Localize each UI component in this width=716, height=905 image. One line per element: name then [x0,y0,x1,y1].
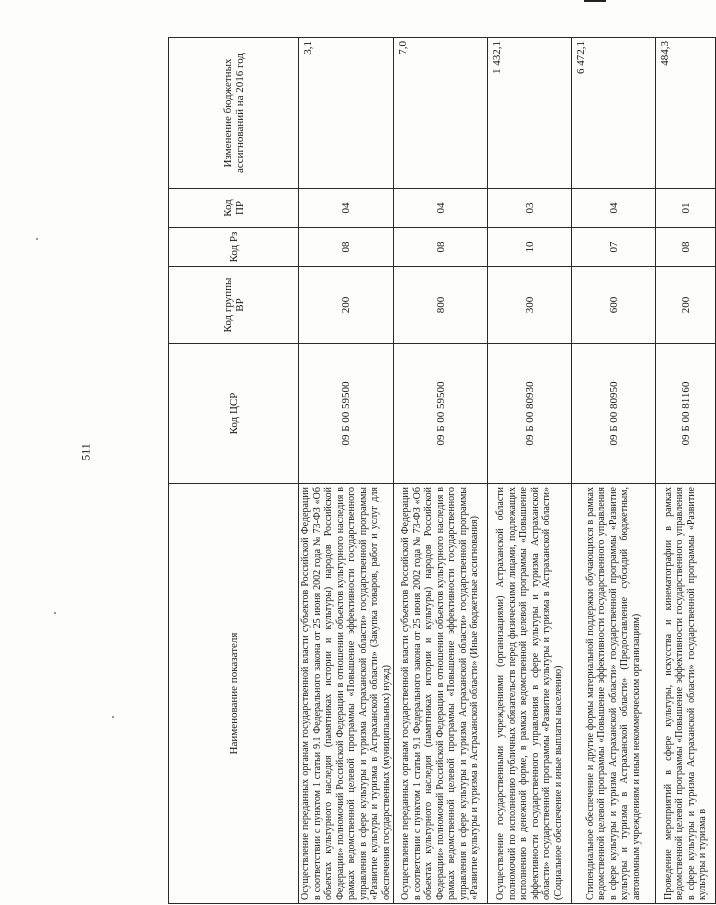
table-row [488,38,572,904]
header-amount: Изменение бюджетных ассигнований на 2016 год [169,38,299,189]
row-pr: 04 [394,189,488,228]
header-csr: Код ЦСР [169,344,299,484]
row-amount: 3,1 [299,38,394,189]
row-pr: 04 [572,189,656,228]
row-vr: 200 [656,267,716,344]
table-row [572,38,656,904]
row-amount: 6 472,1 [572,38,656,189]
row-rz: 08 [299,228,394,267]
row-vr: 800 [394,267,488,344]
row-vr: 200 [299,267,394,344]
row-csr: 09 Б 00 80950 [572,344,656,484]
row-rz: 10 [488,228,572,267]
scan-speck [36,238,38,240]
row-rz: 08 [394,228,488,267]
row-pr: 03 [488,189,572,228]
row-csr: 09 Б 00 80930 [488,344,572,484]
row-amount: 1 432,1 [488,38,572,189]
row-name: Проведение мероприятий в сфере культуры, искусства и кинематографии в рамках ведомственной целевой программы «Повышение эффективности государственного управления в сфере культуры и туризма Астраханской области» государственной программы «Развитие культуры и туризма в [656,484,716,904]
header-rz: Код Рз [169,228,299,267]
rotated-table-container [168,38,708,904]
page-number: 511 [78,443,93,461]
row-vr: 600 [572,267,656,344]
row-vr: 300 [488,267,572,344]
header-name: Наименование показателя [169,484,299,904]
header-rule [584,0,606,2]
budget-table [168,37,716,904]
row-csr: 09 Б 00 81160 [656,344,716,484]
row-pr: 01 [656,189,716,228]
row-name: Осуществление переданных органам государственной власти субъектов Российской Федерации в соответствии с пунктом 1 статьи 9.1 Федерального закона от 25 июня 2002 года № 73-ФЗ «Об объектах культурного наследия (памятниках истории и культуры) народов Российской Федерации» полномочий Российской Федерации в отношении объектов культурного наследия в рамках ведомственной целевой программы «Повышение эффективности государственного управления в сфере культуры и туризма Астраханской области» государственной программы «Развитие культуры и туризма в Астраханской области» (Закупка товаров, работ и услуг для обеспечения государственных (муниципальных) нужд) [299,484,394,904]
header-pr: Код ПР [169,189,299,228]
table-row [299,38,394,904]
table-header-row [169,38,299,904]
row-rz: 08 [656,228,716,267]
scan-speck [54,612,56,614]
table-row [656,38,716,904]
row-name: Стипендиальное обеспечение и другие формы материальной поддержки обучающихся в рамках ведомственной целевой программы «Повышение эффективности государственного управления в сфере культуры и туризма Астраханской области» государственной программы «Развитие культуры и туризма в Астраханской области» (Предоставление субсидий бюджетным, автономным учреждениям и иным некоммерческим организациям) [572,484,656,904]
row-pr: 04 [299,189,394,228]
row-csr: 09 Б 00 59500 [394,344,488,484]
row-name: Осуществление переданных органам государственной власти субъектов Российской Федерации в соответствии с пунктом 1 статьи 9.1 Федерального закона от 25 июня 2002 года № 73-ФЗ «Об объектах культурного наследия (памятниках истории и культуры) народов Российской Федерации» полномочий Российской Федерации в отношении объектов культурного наследия в рамках ведомственной целевой программы «Повышение эффективности государственного управления в сфере культуры и туризма Астраханской области» государственной программы «Развитие культуры и туризма в Астраханской области» (Иные бюджетные ассигнования) [394,484,488,904]
scan-speck [112,716,114,718]
header-vr: Код группы ВР [169,267,299,344]
row-csr: 09 Б 00 59500 [299,344,394,484]
row-rz: 07 [572,228,656,267]
row-amount: 484,3 [656,38,716,189]
row-name: Осуществление государственными учреждениями (организациями) Астраханской области полномочий по исполнению публичных обязательств перед физическими лицами, подлежащих исполнению в денежной форме, в рамках ведомственной целевой программы «Повышение эффективности государственного управления в сфере культуры и туризма Астраханской области» государственной программы «Развитие культуры и туризма в Астраханской области» (Социальное обеспечение и иные выплаты населению) [488,484,572,904]
table-row [394,38,488,904]
row-amount: 7,0 [394,38,488,189]
table-frame [168,38,708,904]
